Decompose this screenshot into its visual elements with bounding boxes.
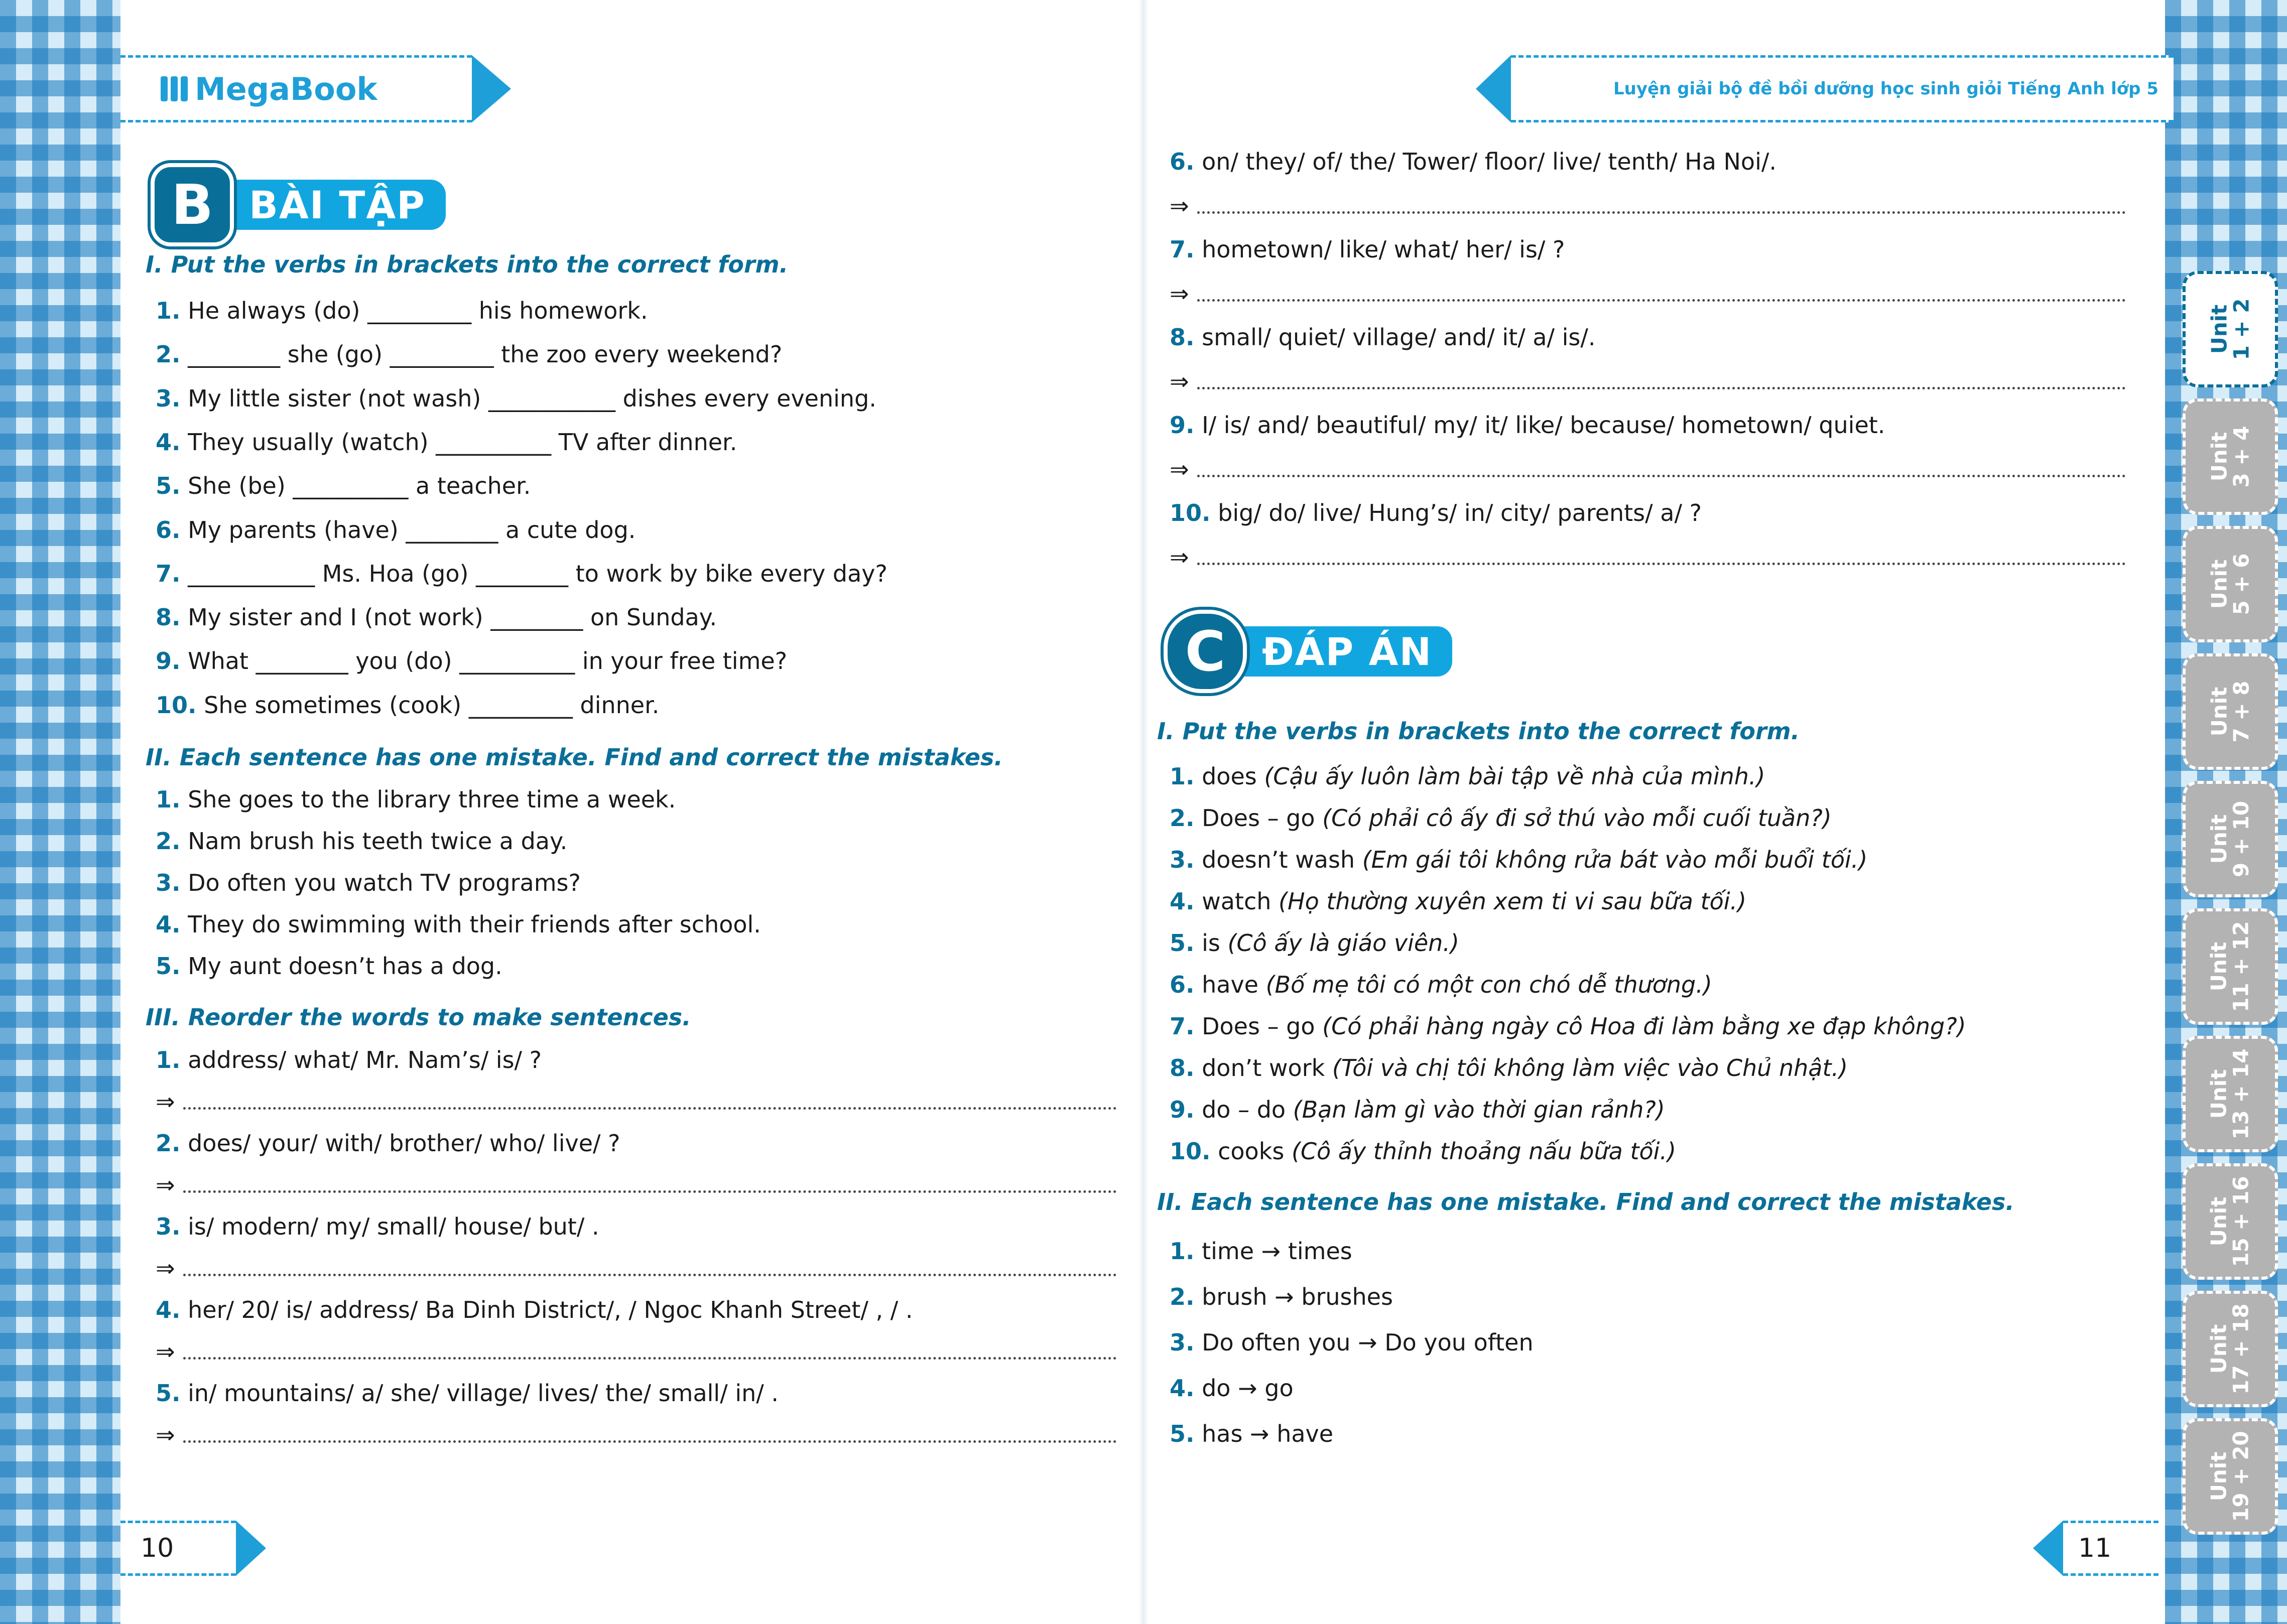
logo-text: MegaBook	[195, 70, 377, 107]
tab-label	[2208, 801, 2252, 877]
key1-item	[1170, 1013, 1966, 1040]
item-number: 3.	[1170, 846, 1195, 873]
tab-label	[2208, 1176, 2252, 1267]
item-number: 1.	[156, 1046, 181, 1073]
item-text: in/ mountains/ a/ she/ village/ lives/ the/ small/ in/ .	[188, 1380, 779, 1407]
tab-label-line2: 9 + 10	[2228, 800, 2253, 878]
translation-text: (Bạn làm gì vào thời gian rảnh?)	[1293, 1096, 1665, 1123]
answer-text: Does – go	[1202, 1013, 1315, 1040]
answer-text: don’t work	[1202, 1054, 1325, 1081]
item-text: hometown/ like/ what/ her/ is/ ?	[1202, 236, 1565, 263]
item-number: 5.	[1170, 1420, 1195, 1447]
gingham-border-left	[0, 0, 120, 1624]
item-number: 3.	[156, 1213, 181, 1240]
key2-title: II. Each sentence has one mistake. Find and correct the mistakes.	[1157, 1188, 2014, 1215]
ex1-item	[156, 297, 648, 324]
section-c-letter: C	[1164, 610, 1247, 693]
page-number-right	[2063, 1521, 2158, 1576]
key2-item	[1170, 1283, 1393, 1310]
key1-item	[1170, 846, 1867, 873]
item-number: 7.	[156, 560, 181, 587]
ex1-item	[156, 429, 737, 456]
tab-label	[2208, 1048, 2252, 1139]
ex3-answer-line[interactable]	[1170, 368, 2138, 395]
page-number-right-text: 11	[2078, 1533, 2112, 1563]
item-number: 2.	[156, 828, 181, 855]
tab-label-line1: Unit	[2206, 304, 2231, 354]
ex3-item	[156, 1213, 599, 1240]
ex1-item	[156, 647, 787, 674]
page-number-left	[120, 1521, 236, 1576]
tab-unit[interactable]	[2183, 1291, 2278, 1407]
ex1-item	[156, 604, 717, 631]
item-number: 5.	[156, 472, 181, 500]
key2-item	[1170, 1375, 1294, 1402]
translation-text: (Có phải cô ấy đi sở thú vào mỗi cuối tuần?)	[1322, 804, 1832, 832]
tab-unit[interactable]	[2183, 1418, 2278, 1535]
answer-arrow: ⇒	[1170, 456, 1189, 483]
tab-unit[interactable]	[2183, 526, 2278, 642]
item-number: 2.	[156, 341, 181, 368]
section-c-badge	[1164, 610, 1452, 693]
item-text: My little sister (not wash) ___________ dishes every evening.	[188, 384, 876, 412]
answer-arrow: ⇒	[1170, 192, 1189, 219]
key1-item	[1170, 1138, 1676, 1165]
answer-arrow: ⇒	[1170, 368, 1189, 395]
tab-label-line1: Unit	[2207, 941, 2231, 992]
ex2-item	[156, 953, 502, 980]
ex3-answer-line[interactable]	[1170, 280, 2138, 307]
ex2-item	[156, 911, 761, 938]
translation-text: (Có phải hàng ngày cô Hoa đi làm bằng xe đạp không?)	[1322, 1013, 1966, 1040]
section-b-label: BÀI TẬP	[214, 180, 446, 230]
answer-text: cooks	[1218, 1138, 1285, 1165]
ex3-item	[1170, 148, 1776, 175]
item-text: ___________ Ms. Hoa (go) ________ to work by bike every day?	[188, 560, 887, 587]
item-number: 3.	[156, 869, 181, 896]
ex3-answer-line[interactable]	[1170, 456, 2138, 483]
tab-unit[interactable]	[2183, 1163, 2278, 1280]
translation-text: (Họ thường xuyên xem ti vi sau bữa tối.)	[1279, 888, 1747, 915]
answer-dotted-line[interactable]	[1197, 299, 2126, 302]
tab-label-line2: 3 + 4	[2228, 426, 2253, 488]
item-number: 9.	[1170, 1096, 1195, 1123]
tab-label-line1: Unit	[2206, 814, 2231, 864]
ex3-item	[156, 1130, 620, 1157]
item-text: is/ modern/ my/ small/ house/ but/ .	[188, 1213, 599, 1240]
ex3-item	[156, 1380, 779, 1407]
key1-item	[1170, 971, 1712, 998]
ex2-item	[156, 869, 581, 896]
item-text: address/ what/ Mr. Nam’s/ is/ ?	[188, 1046, 542, 1073]
key1-item	[1170, 804, 1832, 832]
item-text: My sister and I (not work) ________ on Sunday.	[188, 604, 717, 631]
answer-text: watch	[1202, 888, 1272, 915]
item-text: time → times	[1202, 1238, 1352, 1265]
section-b-letter: B	[151, 163, 234, 246]
tab-label-line2: 19 + 20	[2229, 1431, 2253, 1522]
answer-dotted-line[interactable]	[183, 1107, 1117, 1110]
translation-text: (Cậu ấy luôn làm bài tập về nhà của mình.)	[1264, 763, 1765, 790]
answer-text: have	[1202, 971, 1258, 998]
item-number: 4.	[1170, 888, 1195, 915]
item-number: 8.	[156, 604, 181, 631]
tab-label-line2: 1 + 2	[2228, 298, 2253, 360]
translation-text: (Cô ấy là giáo viên.)	[1227, 929, 1459, 957]
ex1-item	[156, 692, 659, 719]
item-number: 6.	[1170, 148, 1195, 175]
ex3-answer-line[interactable]	[1170, 192, 2138, 219]
item-text: My parents (have) ________ a cute dog.	[188, 516, 636, 544]
answer-text: doesn’t wash	[1202, 846, 1355, 873]
item-number: 8.	[1170, 324, 1195, 351]
item-number: 10.	[1170, 499, 1211, 526]
ex1-item	[156, 385, 876, 412]
item-number: 8.	[1170, 1054, 1195, 1081]
tab-label-line1: Unit	[2206, 432, 2231, 482]
section-b-badge	[151, 163, 446, 246]
tab-label-line1: Unit	[2206, 687, 2231, 737]
item-number: 3.	[156, 384, 181, 412]
tab-unit[interactable]	[2183, 781, 2278, 897]
answer-arrow: ⇒	[156, 1255, 175, 1282]
ex3-answer-line[interactable]	[156, 1088, 1129, 1115]
tab-unit[interactable]	[2183, 908, 2278, 1025]
ex1-item	[156, 472, 531, 499]
answer-arrow: ⇒	[156, 1171, 175, 1198]
item-number: 5.	[156, 1380, 181, 1407]
item-number: 6.	[1170, 971, 1195, 998]
ex2-title: II. Each sentence has one mistake. Find and correct the mistakes.	[146, 744, 1003, 771]
ex3-item	[1170, 324, 1596, 351]
item-text: What ________ you (do) __________ in your free time?	[188, 647, 788, 675]
book-gutter	[1138, 0, 1149, 1624]
item-text: on/ they/ of/ the/ Tower/ floor/ live/ tenth/ Ha Noi/.	[1202, 148, 1776, 175]
ex3-item	[1170, 236, 1565, 263]
key1-item	[1170, 929, 1459, 957]
key1-item	[1170, 763, 1765, 790]
answer-arrow: ⇒	[156, 1338, 175, 1365]
tab-label	[2208, 554, 2252, 615]
item-text: her/ 20/ is/ address/ Ba Dinh District/, / Ngoc Khanh Street/ , / .	[188, 1296, 913, 1323]
translation-text: (Em gái tôi không rửa bát vào mỗi buổi tối.)	[1362, 846, 1868, 873]
ex3-item	[1170, 412, 1885, 439]
item-text: My aunt doesn’t has a dog.	[188, 953, 502, 980]
tab-label	[2208, 681, 2252, 743]
key2-item	[1170, 1238, 1352, 1265]
item-number: 9.	[1170, 412, 1195, 439]
item-number: 6.	[156, 516, 181, 544]
item-number: 1.	[1170, 1238, 1195, 1265]
answer-dotted-line[interactable]	[183, 1190, 1117, 1193]
item-text: He always (do) _________ his homework.	[188, 297, 648, 324]
key1-item	[1170, 1096, 1665, 1123]
item-number: 3.	[1170, 1329, 1195, 1356]
answer-arrow: ⇒	[156, 1088, 175, 1115]
translation-text: (Bố mẹ tôi có một con chó dễ thương.)	[1265, 971, 1712, 998]
item-text: I/ is/ and/ beautiful/ my/ it/ like/ because/ hometown/ quiet.	[1202, 412, 1885, 439]
item-text: ________ she (go) _________ the zoo every weekend?	[188, 341, 783, 368]
tab-label	[2208, 299, 2252, 360]
tab-label	[2208, 1431, 2252, 1522]
tab-label	[2208, 1303, 2252, 1394]
ex1-item	[156, 341, 782, 368]
ex1-title: I. Put the verbs in brackets into the correct form.	[146, 251, 789, 278]
item-number: 4.	[156, 911, 181, 938]
key1-item	[1170, 888, 1746, 915]
item-text: does/ your/ with/ brother/ who/ live/ ?	[188, 1130, 620, 1157]
tab-label-line2: 5 + 6	[2228, 553, 2253, 615]
ex3-item	[156, 1046, 542, 1073]
tab-unit[interactable]	[2183, 653, 2278, 770]
answer-text: is	[1202, 929, 1220, 957]
ex3-answer-line[interactable]	[156, 1421, 1129, 1448]
tab-label-line1: Unit	[2207, 1451, 2231, 1502]
ex2-item	[156, 828, 567, 855]
answer-arrow: ⇒	[156, 1421, 175, 1448]
item-text: small/ quiet/ village/ and/ it/ a/ is/.	[1202, 324, 1596, 351]
answer-dotted-line[interactable]	[183, 1440, 1117, 1443]
item-number: 5.	[156, 953, 181, 980]
tab-label-line1: Unit	[2207, 1196, 2231, 1247]
answer-arrow: ⇒	[1170, 544, 1189, 571]
answer-dotted-line[interactable]	[1197, 387, 2126, 389]
item-text: She goes to the library three time a week.	[188, 786, 676, 813]
item-number: 2.	[1170, 1283, 1195, 1310]
item-number: 2.	[156, 1130, 181, 1157]
tab-label-line1: Unit	[2207, 1069, 2231, 1119]
item-number: 1.	[156, 786, 181, 813]
ex3-item	[1170, 499, 1702, 526]
item-text: has → have	[1202, 1420, 1334, 1447]
item-number: 9.	[156, 647, 181, 675]
section-c-label: ĐÁP ÁN	[1227, 626, 1452, 676]
item-number: 7.	[1170, 236, 1195, 263]
answer-dotted-line[interactable]	[1197, 211, 2126, 214]
answer-text: Does – go	[1202, 804, 1315, 832]
answer-dotted-line[interactable]	[183, 1274, 1117, 1276]
page-number-left-text: 10	[141, 1533, 174, 1563]
item-number: 4.	[156, 1296, 181, 1323]
tab-label-line2: 13 + 14	[2229, 1048, 2253, 1140]
ex3-answer-line[interactable]	[156, 1255, 1129, 1282]
ex1-item	[156, 516, 636, 544]
ex3-answer-line[interactable]	[1170, 544, 2138, 571]
key1-title: I. Put the verbs in brackets into the correct form.	[1157, 718, 1800, 745]
tab-label-line2: 11 + 12	[2229, 921, 2253, 1012]
item-number: 4.	[1170, 1375, 1195, 1402]
item-number: 2.	[1170, 804, 1195, 832]
item-number: 10.	[156, 691, 197, 719]
item-number: 10.	[1170, 1138, 1211, 1165]
tab-label-line2: 7 + 8	[2228, 681, 2253, 743]
header-title-banner	[1511, 55, 2174, 122]
ex2-item	[156, 786, 676, 813]
ex3-answer-line[interactable]	[156, 1171, 1129, 1198]
answer-dotted-line[interactable]	[183, 1357, 1117, 1360]
translation-text: (Cô ấy thỉnh thoảng nấu bữa tối.)	[1291, 1138, 1677, 1165]
tab-label-line1: Unit	[2206, 559, 2231, 609]
tab-label	[2208, 921, 2252, 1012]
translation-text: (Tôi và chị tôi không làm việc vào Chủ nhật.)	[1332, 1054, 1848, 1081]
item-number: 5.	[1170, 929, 1195, 957]
item-text: do → go	[1202, 1375, 1294, 1402]
answer-arrow: ⇒	[1170, 280, 1189, 307]
header-logo-banner	[120, 55, 472, 122]
tab-label-line2: 17 + 18	[2229, 1303, 2253, 1395]
answer-text: do – do	[1202, 1096, 1286, 1123]
tab-unit[interactable]	[2183, 1036, 2278, 1152]
tab-unit[interactable]	[2183, 271, 2278, 387]
book-title: Luyện giải bộ đề bồi dưỡng học sinh giỏi Tiếng Anh lớp 5	[1613, 79, 2158, 99]
tab-label	[2208, 426, 2252, 488]
item-text: They usually (watch) __________ TV after dinner.	[188, 428, 737, 456]
item-number: 1.	[156, 297, 181, 324]
ex3-item	[156, 1296, 913, 1323]
megabook-logo-icon	[161, 76, 188, 101]
item-text: big/ do/ live/ Hung’s/ in/ city/ parents/ a/ ?	[1218, 499, 1702, 526]
item-number: 1.	[1170, 763, 1195, 790]
answer-text: does	[1202, 763, 1257, 790]
item-text: She sometimes (cook) _________ dinner.	[204, 691, 660, 719]
item-text: brush → brushes	[1202, 1283, 1393, 1310]
key1-item	[1170, 1054, 1848, 1081]
key2-item	[1170, 1420, 1333, 1447]
ex1-item	[156, 560, 887, 587]
item-text: Do often you → Do you often	[1202, 1329, 1534, 1356]
ex3-title: III. Reorder the words to make sentences.	[146, 1004, 691, 1031]
item-text: Do often you watch TV programs?	[188, 869, 581, 896]
tab-label-line1: Unit	[2207, 1324, 2231, 1374]
item-number: 7.	[1170, 1013, 1195, 1040]
item-text: She (be) __________ a teacher.	[188, 472, 531, 500]
tab-unit[interactable]	[2183, 398, 2278, 515]
item-text: They do swimming with their friends after school.	[188, 911, 761, 938]
tab-label-line2: 15 + 16	[2229, 1176, 2253, 1267]
answer-dotted-line[interactable]	[1197, 475, 2126, 477]
ex3-answer-line[interactable]	[156, 1338, 1129, 1365]
item-text: Nam brush his teeth twice a day.	[188, 828, 568, 855]
item-number: 4.	[156, 428, 181, 456]
key2-item	[1170, 1329, 1534, 1356]
answer-dotted-line[interactable]	[1197, 563, 2126, 565]
